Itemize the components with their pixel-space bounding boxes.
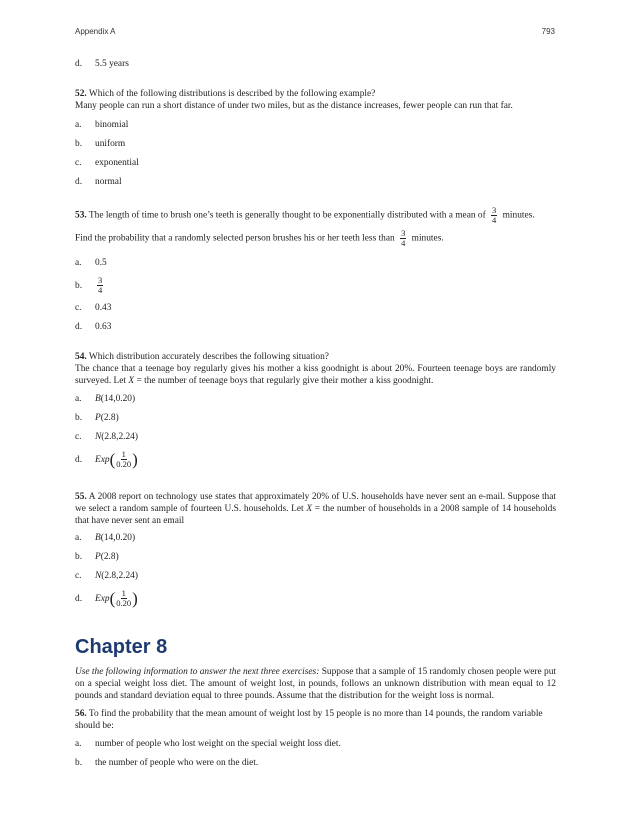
option-letter: d. — [75, 59, 83, 69]
question-text: To find the probability that the mean amount of weight lost by 15 people is no more than 14 pounds, the random variable should be: — [75, 709, 543, 731]
option-text: 0.5 — [95, 258, 107, 268]
option-letter: b. — [75, 280, 83, 291]
question-56 — [75, 708, 556, 769]
option-53-b — [75, 276, 556, 295]
option-52-c — [75, 157, 556, 169]
question-53: 53. The length of time to brush one’s teeth is generally thought to be exponentially distributed with a mean of $\frac{3}{4}$ minutes. Find the probability that a randomly selected person brushes his or her teeth less than $\frac{3}{4}$ minutes. a. 0.5 b. $\frac{3}{4}$ c. 0.43 d. 0.63 — [75, 206, 556, 333]
option-letter: d. — [75, 593, 83, 604]
option-55-a: a. B(14,0.20) — [75, 533, 136, 543]
option-letter: d. — [75, 177, 83, 187]
option-52-a — [75, 119, 556, 131]
question-number: 52. — [75, 89, 87, 99]
option-letter: a. — [75, 739, 82, 749]
question-text: Which of the following distributions is described by the following example? — [88, 89, 376, 99]
option-letter: b. — [75, 552, 83, 562]
option-letter: c. — [75, 303, 82, 313]
fraction-three-quarters: $\frac{3}{4}$ — [401, 228, 406, 248]
option-letter: b. — [75, 139, 83, 149]
page-content — [75, 58, 556, 776]
question-example: Many people can run a short distance of under two miles, but as the distance increases, fewer people can run that far. — [75, 101, 513, 111]
option-letter: c. — [75, 432, 82, 442]
option-text: 0.43 — [95, 303, 112, 313]
option-text: the number of people who were on the diet. — [95, 758, 259, 768]
option-55-c: c. N(2.8,2.24) — [75, 571, 138, 581]
option-54-c: c. N(2.8,2.24) — [75, 432, 138, 442]
option-fraction: $\frac{1}{0.20}$ — [116, 588, 132, 608]
option-letter: b. — [75, 413, 83, 423]
option-56-a — [75, 738, 556, 750]
option-fraction: $\frac{3}{4}$ — [98, 275, 103, 295]
option-text: 0.63 — [95, 322, 112, 332]
option-54-a: a. B(14,0.20) — [75, 394, 136, 404]
option-55-b: b. P(2.8) — [75, 552, 119, 562]
option-52-d — [75, 176, 556, 188]
option-letter: d. — [75, 454, 83, 465]
running-header-left: Appendix A — [75, 27, 116, 36]
question-number: 53. — [75, 210, 87, 221]
variable-x: X — [128, 376, 135, 386]
fraction-three-quarters: $\frac{3}{4}$ — [492, 205, 497, 225]
question-52 — [75, 88, 556, 188]
variable-x: X — [306, 504, 313, 514]
chapter-intro: Use the following information to answer the next three exercises: Suppose that a sample of 15 randomly chosen people were put on a special weight loss diet. The amount of weight lost, in pounds, follows an unknown distribution with mean equal to 12 pounds and standard deviation equal to three pounds. Assume that the distribution for the weight loss is normal. — [75, 667, 557, 701]
page-number: 793 — [541, 27, 555, 36]
option-text: normal — [95, 177, 122, 187]
option-letter: a. — [75, 533, 82, 543]
option-51-d — [75, 58, 556, 70]
option-52-b — [75, 138, 556, 150]
question-text-2: Find the probability that a randomly selected person brushes his or her teeth less than — [75, 233, 395, 244]
option-letter: a. — [75, 258, 82, 268]
option-letter: d. — [75, 322, 83, 332]
question-55: 55. A 2008 report on technology use states that approximately 20% of U.S. households have never sent an e-mail. Suppose that we select a random sample of fourteen U.S. households. Let X = the number of households in a 2008 sample of 14 households that have never sent an email a. B(14,0.20) b. P(2.8) c. N(2.8,2.24) d. Exp ( $\frac{1}{0.20}$ ) — [75, 492, 557, 608]
chapter-heading: Chapter 8 — [75, 636, 168, 658]
question-text: Which distribution accurately describes the following situation? — [88, 352, 329, 362]
question-scenario: The chance that a teenage boy regularly gives his mother a kiss goodnight is about 20%. Fourteen teenage boys are randomly surveyed. Let — [75, 364, 556, 386]
option-text: exponential — [95, 158, 139, 168]
option-text: number of people who lost weight on the special weight loss diet. — [95, 739, 341, 749]
question-text: The length of time to brush one’s teeth is generally thought to be exponentially distributed with a mean of — [88, 210, 486, 221]
question-number: 54. — [75, 352, 87, 362]
option-55-d: d. Exp ( $\frac{1}{0.20}$ ) — [75, 588, 138, 608]
question-number: 55. — [75, 492, 87, 502]
option-letter: c. — [75, 571, 82, 581]
option-letter: a. — [75, 120, 82, 130]
option-53-a — [75, 257, 556, 269]
option-53-d — [75, 321, 556, 333]
option-fraction: $\frac{1}{0.20}$ — [116, 449, 132, 469]
option-letter: a. — [75, 394, 82, 404]
option-53-c — [75, 302, 556, 314]
option-letter: c. — [75, 158, 82, 168]
option-text: 5.5 years — [95, 59, 129, 69]
question-number: 56. — [75, 709, 87, 719]
question-text: A 2008 report on technology use states that approximately 20% of U.S. households have never sent an e-mail. Suppose that we select a random sample of fourteen U.S. households. Let — [75, 492, 557, 514]
option-56-b — [75, 757, 556, 769]
option-54-d: d. Exp ( $\frac{1}{0.20}$ ) — [75, 449, 138, 469]
option-text: binomial — [95, 120, 129, 130]
option-text: uniform — [95, 139, 126, 149]
option-54-b: b. P(2.8) — [75, 413, 119, 423]
question-54: 54. Which distribution accurately describes the following situation? The chance that a teenage boy regularly gives his mother a kiss goodnight is about 20%. Fourteen teenage boys are randomly surveyed. Let X = the number of teenage boys that regularly give their mother a kiss goodnight. a. B(14,0.20) b. P(2.8) c. N(2.8,2.24) d. Exp ( $\frac{1}{0.20}$ ) — [75, 352, 556, 469]
option-letter: b. — [75, 758, 83, 768]
